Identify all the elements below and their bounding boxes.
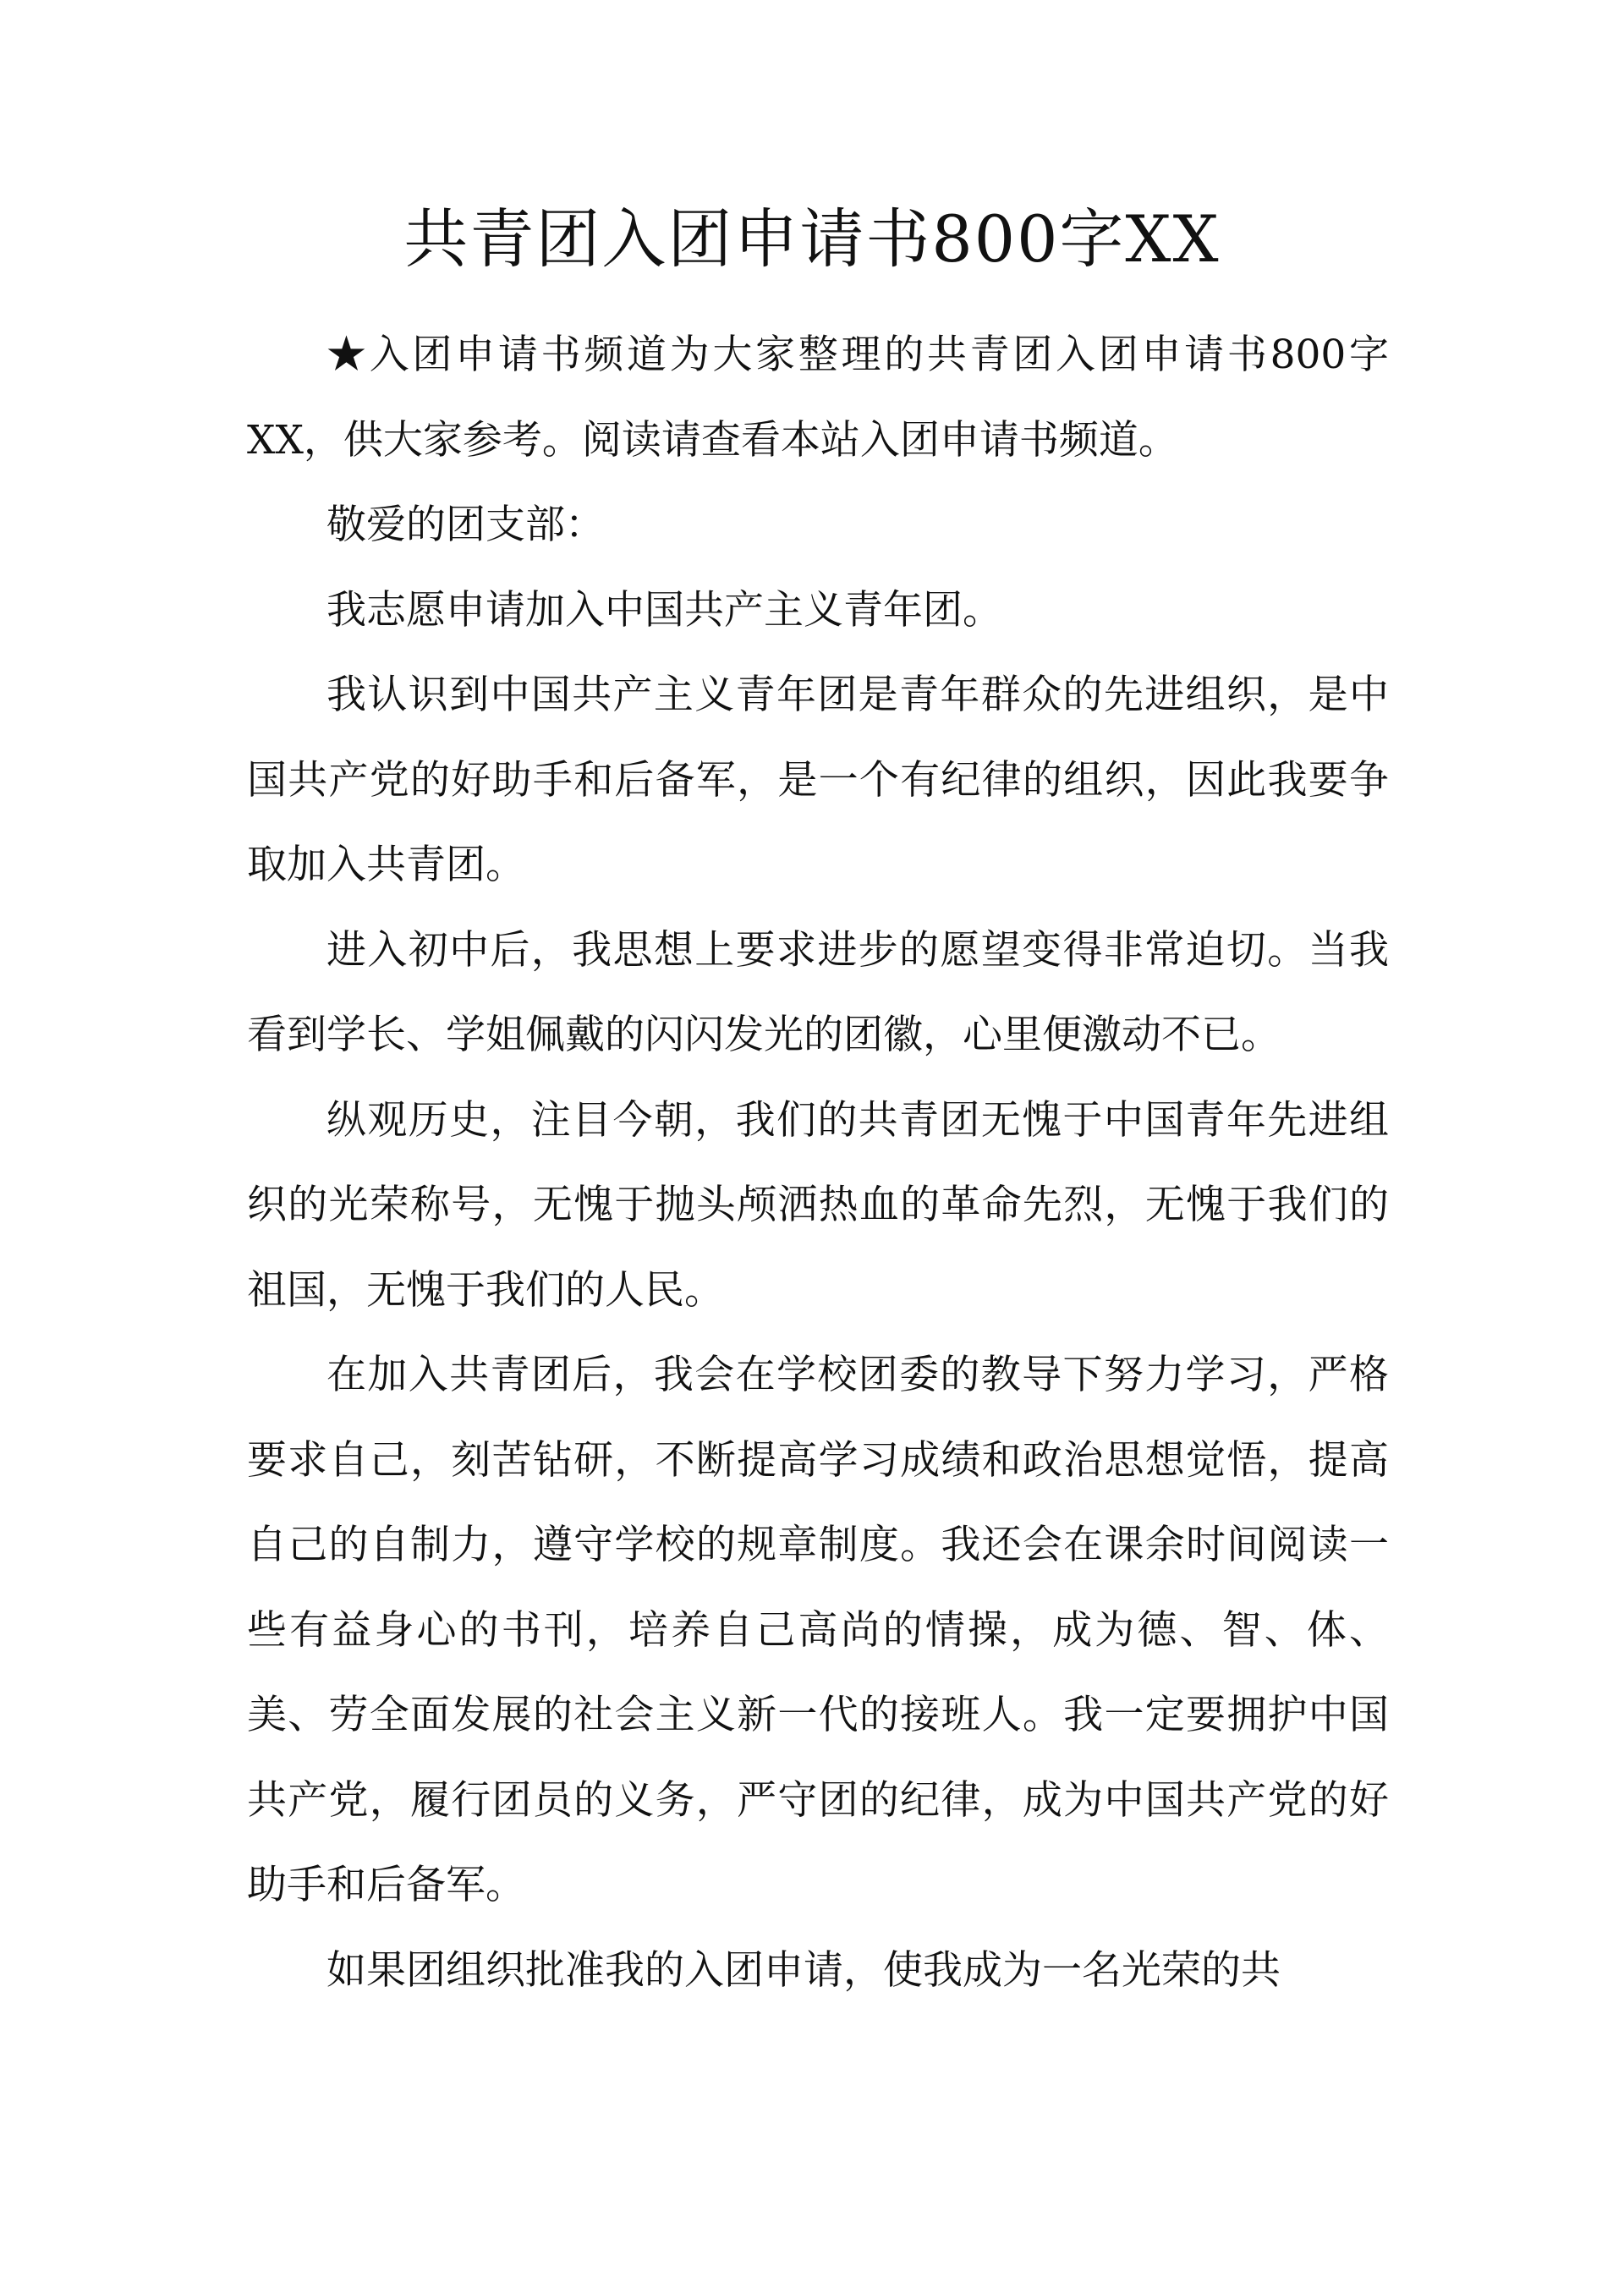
paragraph: 在加入共青团后，我会在学校团委的教导下努力学习，严格要求自己，刻苦钻研，不断提高学习成绩和政治思想觉悟，提高自己的自制力，遵守学校的规章制度。我还会在课余时间阅读一些有益身心的书刊，培养自己高尚的情操，成为德、智、体、美、劳全面发展的社会主义新一代的接班人。我一定要拥护中国共产党，履行团员的义务，严守团的纪律，成为中国共产党的好助手和后备军。: [247, 1352, 1389, 1908]
document-title: 共青团入团申请书800字XX: [403, 201, 1221, 277]
paragraph: 我认识到中国共产主义青年团是青年群众的先进组织，是中国共产党的好助手和后备军，是一个有纪律的组织，因此我要争取加入共青团。: [247, 672, 1389, 888]
paragraph-salutation: 敬爱的团支部：: [326, 502, 605, 548]
paragraph: 纵观历史，注目今朝，我们的共青团无愧于中国青年先进组织的光荣称号，无愧于抛头颅洒热血的革命先烈，无愧于我们的祖国，无愧于我们的人民。: [247, 1096, 1389, 1314]
paragraph: 进入初中后，我思想上要求进步的愿望变得非常迫切。当我看到学长、学姐佩戴的闪闪发光的团徽，心里便激动不已。: [247, 926, 1389, 1058]
paragraph: 如果团组织批准我的入团申请，使我成为一名光荣的共: [326, 1946, 1281, 1994]
document-body: [247, 313, 1389, 2013]
paragraph-intro: ★入团申请书频道为大家整理的共青团入团申请书800字XX，供大家参考。阅读请查看本站入团申请书频道。: [247, 332, 1389, 464]
paragraph: 我志愿申请加入中国共产主义青年团。: [326, 586, 1002, 634]
